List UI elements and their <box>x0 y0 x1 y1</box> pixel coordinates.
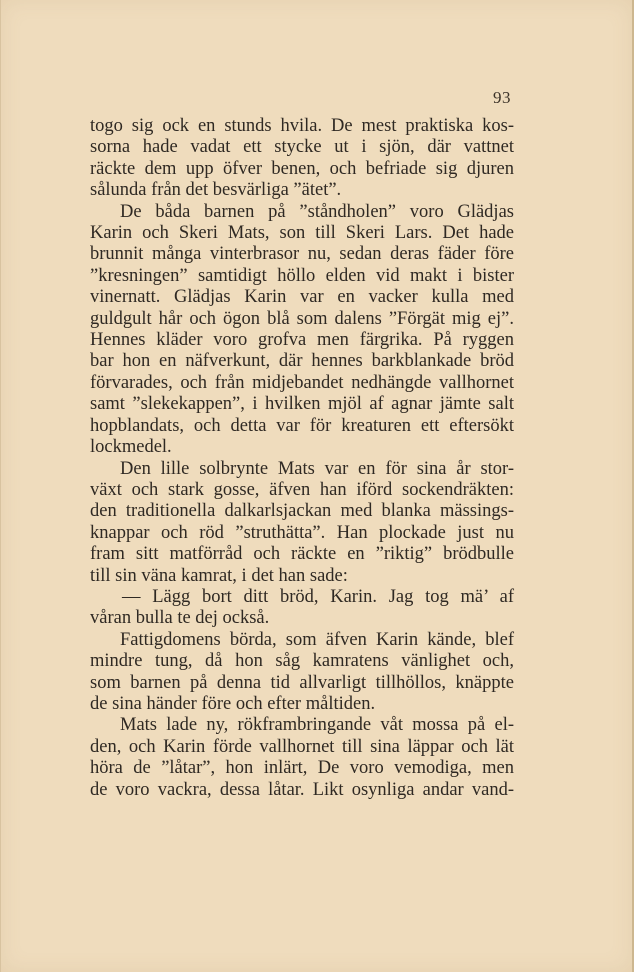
text-line: som barnen på denna tid allvarligt tillhöllos, knäppte <box>90 672 514 693</box>
text-line: den traditionella dalkarlsjackan med blanka mässings- <box>90 501 514 522</box>
text-line: de sina händer före och efter måltiden. <box>90 693 376 714</box>
text-line: knappar och röd ”struthätta”. Han plockade just nu <box>90 522 514 543</box>
text-line: förvarades, och från midjebandet nedhängde vallhornet <box>90 372 514 393</box>
text-line: till sin väna kamrat, i det han sade: <box>90 565 348 586</box>
text-line: lockmedel. <box>90 437 172 458</box>
text-line: sorna hade vadat ett stycke ut i sjön, där vattnet <box>90 137 514 158</box>
text-line: samt ”slekekappen”, i hvilken mjöl af agnar jämte salt <box>90 394 514 415</box>
text-line: Karin och Skeri Mats, son till Skeri Lars. Det hade <box>90 223 514 244</box>
text-line: räckte dem upp öfver benen, och befriade sig djuren <box>90 158 514 179</box>
text-line: Hennes kläder voro grofva men färgrika. På ryggen <box>90 330 514 351</box>
text-line: guldgult hår och ögon blå som dalens ”Förgät mig ej”. <box>90 308 514 329</box>
text-line: vinernatt. Glädjas Karin var en vacker kulla med <box>90 287 514 308</box>
text-line: mindre tung, då hon såg kamratens vänlighet och, <box>90 651 514 672</box>
text-line: våran bulla te dej också. <box>90 608 270 629</box>
page-number: 93 <box>493 88 511 107</box>
text-line: växt och stark gosse, äfven han iförd sockendräkten: <box>90 479 514 500</box>
text-line: hopblandats, och detta var för kreaturen ett eftersökt <box>90 415 514 436</box>
text-line: brunnit många vinterbrasor nu, sedan deras fäder före <box>90 244 514 265</box>
text-line: Mats lade ny, rökframbringande våt mossa på el- <box>120 715 514 736</box>
text-line: Fattigdomens börda, som äfven Karin kände, blef <box>120 629 514 650</box>
text-line: — Lägg bort ditt bröd, Karin. Jag tog mä’ af <box>122 586 514 607</box>
text-line: sålunda från det besvärliga ”ätet”. <box>90 180 342 201</box>
text-line: ”kresningen” samtidigt höllo elden vid makt i bister <box>90 265 514 286</box>
text-line: Den lille solbrynte Mats var en för sina år stor- <box>120 458 514 479</box>
text-line: fram sitt matförråd och räckte en ”riktig” brödbulle <box>90 544 514 565</box>
text-line: den, och Karin förde vallhornet till sina läppar och lät <box>90 736 514 757</box>
text-line: höra de ”låtar”, hon inlärt, De voro vemodiga, men <box>90 758 514 779</box>
text-line: togo sig ock en stunds hvila. De mest praktiska kos- <box>90 116 514 136</box>
text-line: De båda barnen på ”ståndholen” voro Glädjas <box>120 201 514 222</box>
text-line: bar hon en näfverkunt, där hennes barkblankade bröd <box>90 351 514 372</box>
text-block <box>90 116 514 801</box>
text-line: de voro vackra, dessa låtar. Likt osynliga andar vand- <box>90 779 514 800</box>
